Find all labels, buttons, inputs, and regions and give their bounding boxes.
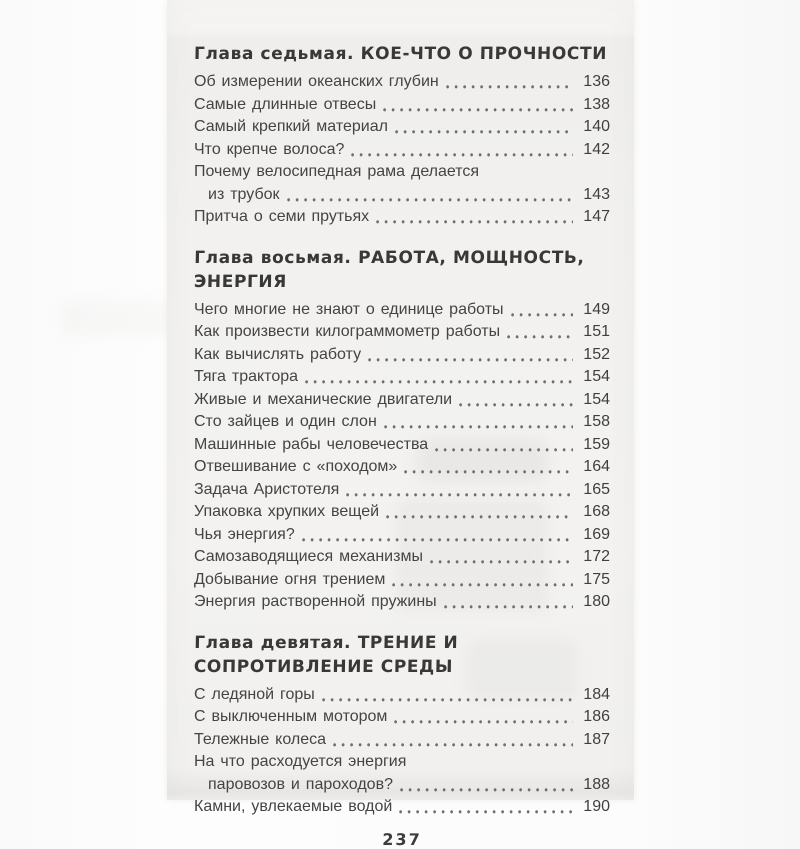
toc-entry-title: С ледяной горы [194, 685, 315, 703]
toc-entry-page: 169 [583, 525, 610, 543]
toc-entry-title: Упаковка хрупких вещей [194, 503, 380, 520]
dot-leader [486, 161, 603, 184]
dot-leader [444, 591, 573, 614]
toc-entry-page: 172 [583, 548, 610, 565]
toc-entry [194, 591, 610, 614]
toc-entry-title: Почему велосипедная рама делается [194, 163, 480, 180]
dot-leader [392, 569, 573, 592]
toc-entry [194, 71, 610, 94]
toc-entry-page: 158 [583, 413, 610, 430]
toc-entry [194, 796, 610, 819]
toc-entry-page: 168 [583, 503, 610, 520]
toc-entry-title: Как вычислять работу [194, 345, 362, 363]
toc-entry-title-continuation: паровозов и пароходов? [208, 775, 393, 793]
toc-entry-line2 [194, 774, 610, 797]
dot-leader [394, 706, 573, 729]
toc-entry-page: 165 [583, 480, 610, 498]
toc-entry-title: Притча о семи прутьях [194, 208, 370, 225]
toc-entry-page: 175 [583, 570, 610, 588]
toc-entry-page: 151 [583, 323, 610, 340]
toc-entry-title: Добывание огня трением [194, 570, 386, 588]
toc-entry-title: Тяга трактора [194, 368, 299, 385]
dot-leader [368, 344, 573, 367]
toc-entry-title: Тележные колеса [194, 730, 327, 748]
dot-leader [459, 389, 573, 412]
toc-entry-title: Самозаводящиеся механизмы [194, 548, 423, 565]
toc-entry-page: 147 [583, 208, 610, 225]
toc-entry-page: 136 [583, 73, 610, 90]
toc-entry [194, 546, 610, 569]
toc-entry-page: 138 [583, 95, 610, 113]
dot-leader [435, 434, 573, 457]
dot-leader [383, 94, 573, 117]
toc-chapter-9 [194, 631, 610, 819]
dot-leader [400, 774, 573, 797]
toc-page-content [167, 0, 634, 849]
toc-chapter-7 [194, 42, 610, 229]
toc-entry [194, 684, 610, 707]
dot-leader [404, 456, 573, 479]
book-page [167, 0, 634, 849]
toc-entry [194, 524, 610, 547]
toc-entry [194, 434, 610, 457]
toc-entry-page: 154 [583, 390, 610, 408]
toc-entry [194, 456, 610, 479]
dot-leader [399, 796, 573, 819]
toc-entry-line2 [194, 184, 610, 207]
dot-leader [333, 729, 573, 752]
toc-entry-page: 159 [583, 435, 610, 453]
toc-entry-page: 164 [583, 458, 610, 475]
toc-entry [194, 94, 610, 117]
toc-entry [194, 366, 610, 389]
toc-entry-page: 152 [583, 345, 610, 363]
dot-leader [376, 206, 573, 229]
toc-entry-title: Отвешивание с «походом» [194, 458, 398, 475]
toc-entry-title: Как произвести килограммометр работы [194, 323, 501, 340]
toc-entry-title: Что крепче волоса? [194, 140, 345, 158]
toc-chapter-8 [194, 246, 610, 614]
toc-entry [194, 321, 610, 344]
dot-leader [305, 366, 573, 389]
toc-entry [194, 116, 610, 139]
toc-entry [194, 501, 610, 524]
page-number: 237 [381, 829, 423, 849]
toc-entry-page: 143 [583, 185, 610, 203]
toc-entry-title-continuation: из трубок [208, 185, 280, 203]
toc-entry-line1 [194, 751, 610, 774]
toc-entry-title: Чего многие не знают о единице работы [194, 300, 504, 318]
toc-entry-title: Самый крепкий материал [194, 118, 388, 135]
dot-leader [446, 71, 573, 94]
toc-entry-line1 [194, 161, 610, 184]
toc-entry-title: Об измерении океанских глубин [194, 73, 439, 90]
toc-entry [194, 139, 610, 162]
toc-entry [194, 729, 610, 752]
toc-entry-title: Чья энергия? [194, 525, 295, 543]
toc-entry-page: 154 [583, 368, 610, 385]
toc-entry-title: Камни, увлекаемые водой [194, 798, 393, 815]
toc-entry-title: Сто зайцев и один слон [194, 413, 377, 430]
toc-entry-title: Машинные рабы человечества [194, 435, 429, 453]
chapter-heading: Глава седьмая. КОЕ-ЧТО О ПРОЧНОСТИ [193, 44, 608, 64]
dot-leader [386, 501, 573, 524]
toc-entry-page: 190 [583, 798, 610, 815]
toc-entry-title: Живые и механические двигатели [194, 390, 453, 408]
toc-entry-page: 186 [583, 708, 610, 725]
toc-entry-page: 188 [583, 775, 610, 793]
dot-leader [322, 684, 573, 707]
chapter-heading: Глава девятая. ТРЕНИЕ И СОПРОТИВЛЕНИЕ СРЕДЫ [193, 632, 459, 677]
dot-leader [346, 479, 573, 502]
toc-entry-title: Задача Аристотеля [194, 480, 340, 498]
toc-entry-page: 142 [583, 140, 610, 158]
toc-entry-title: С выключенным мотором [194, 708, 388, 725]
toc-entry-page: 184 [583, 685, 610, 703]
toc-entry-page: 140 [583, 118, 610, 135]
dot-leader [430, 546, 573, 569]
dot-leader [384, 411, 573, 434]
toc-entry [194, 479, 610, 502]
toc-entry [194, 206, 610, 229]
dot-leader [287, 184, 573, 207]
toc-entry-title: Энергия растворенной пружины [194, 593, 437, 610]
dot-leader [413, 751, 603, 774]
toc-entry [194, 706, 610, 729]
toc-entry-page: 149 [583, 300, 610, 318]
toc-entry-title: На что расходуется энергия [194, 753, 407, 770]
toc-entry-page: 187 [583, 730, 610, 748]
dot-leader [507, 321, 573, 344]
dot-leader [511, 299, 573, 322]
bleed-through-smudge [60, 300, 180, 336]
toc-entry [194, 299, 610, 322]
toc-entry [194, 569, 610, 592]
toc-entry [194, 411, 610, 434]
toc-entry-title: Самые длинные отвесы [194, 95, 377, 113]
toc-entry [194, 344, 610, 367]
dot-leader [302, 524, 573, 547]
toc-entry-page: 180 [583, 593, 610, 610]
dot-leader [351, 139, 573, 162]
chapter-heading: Глава восьмая. РАБОТА, МОЩНОСТЬ, ЭНЕРГИЯ [193, 247, 585, 292]
toc-entry [194, 389, 610, 412]
dot-leader [395, 116, 573, 139]
